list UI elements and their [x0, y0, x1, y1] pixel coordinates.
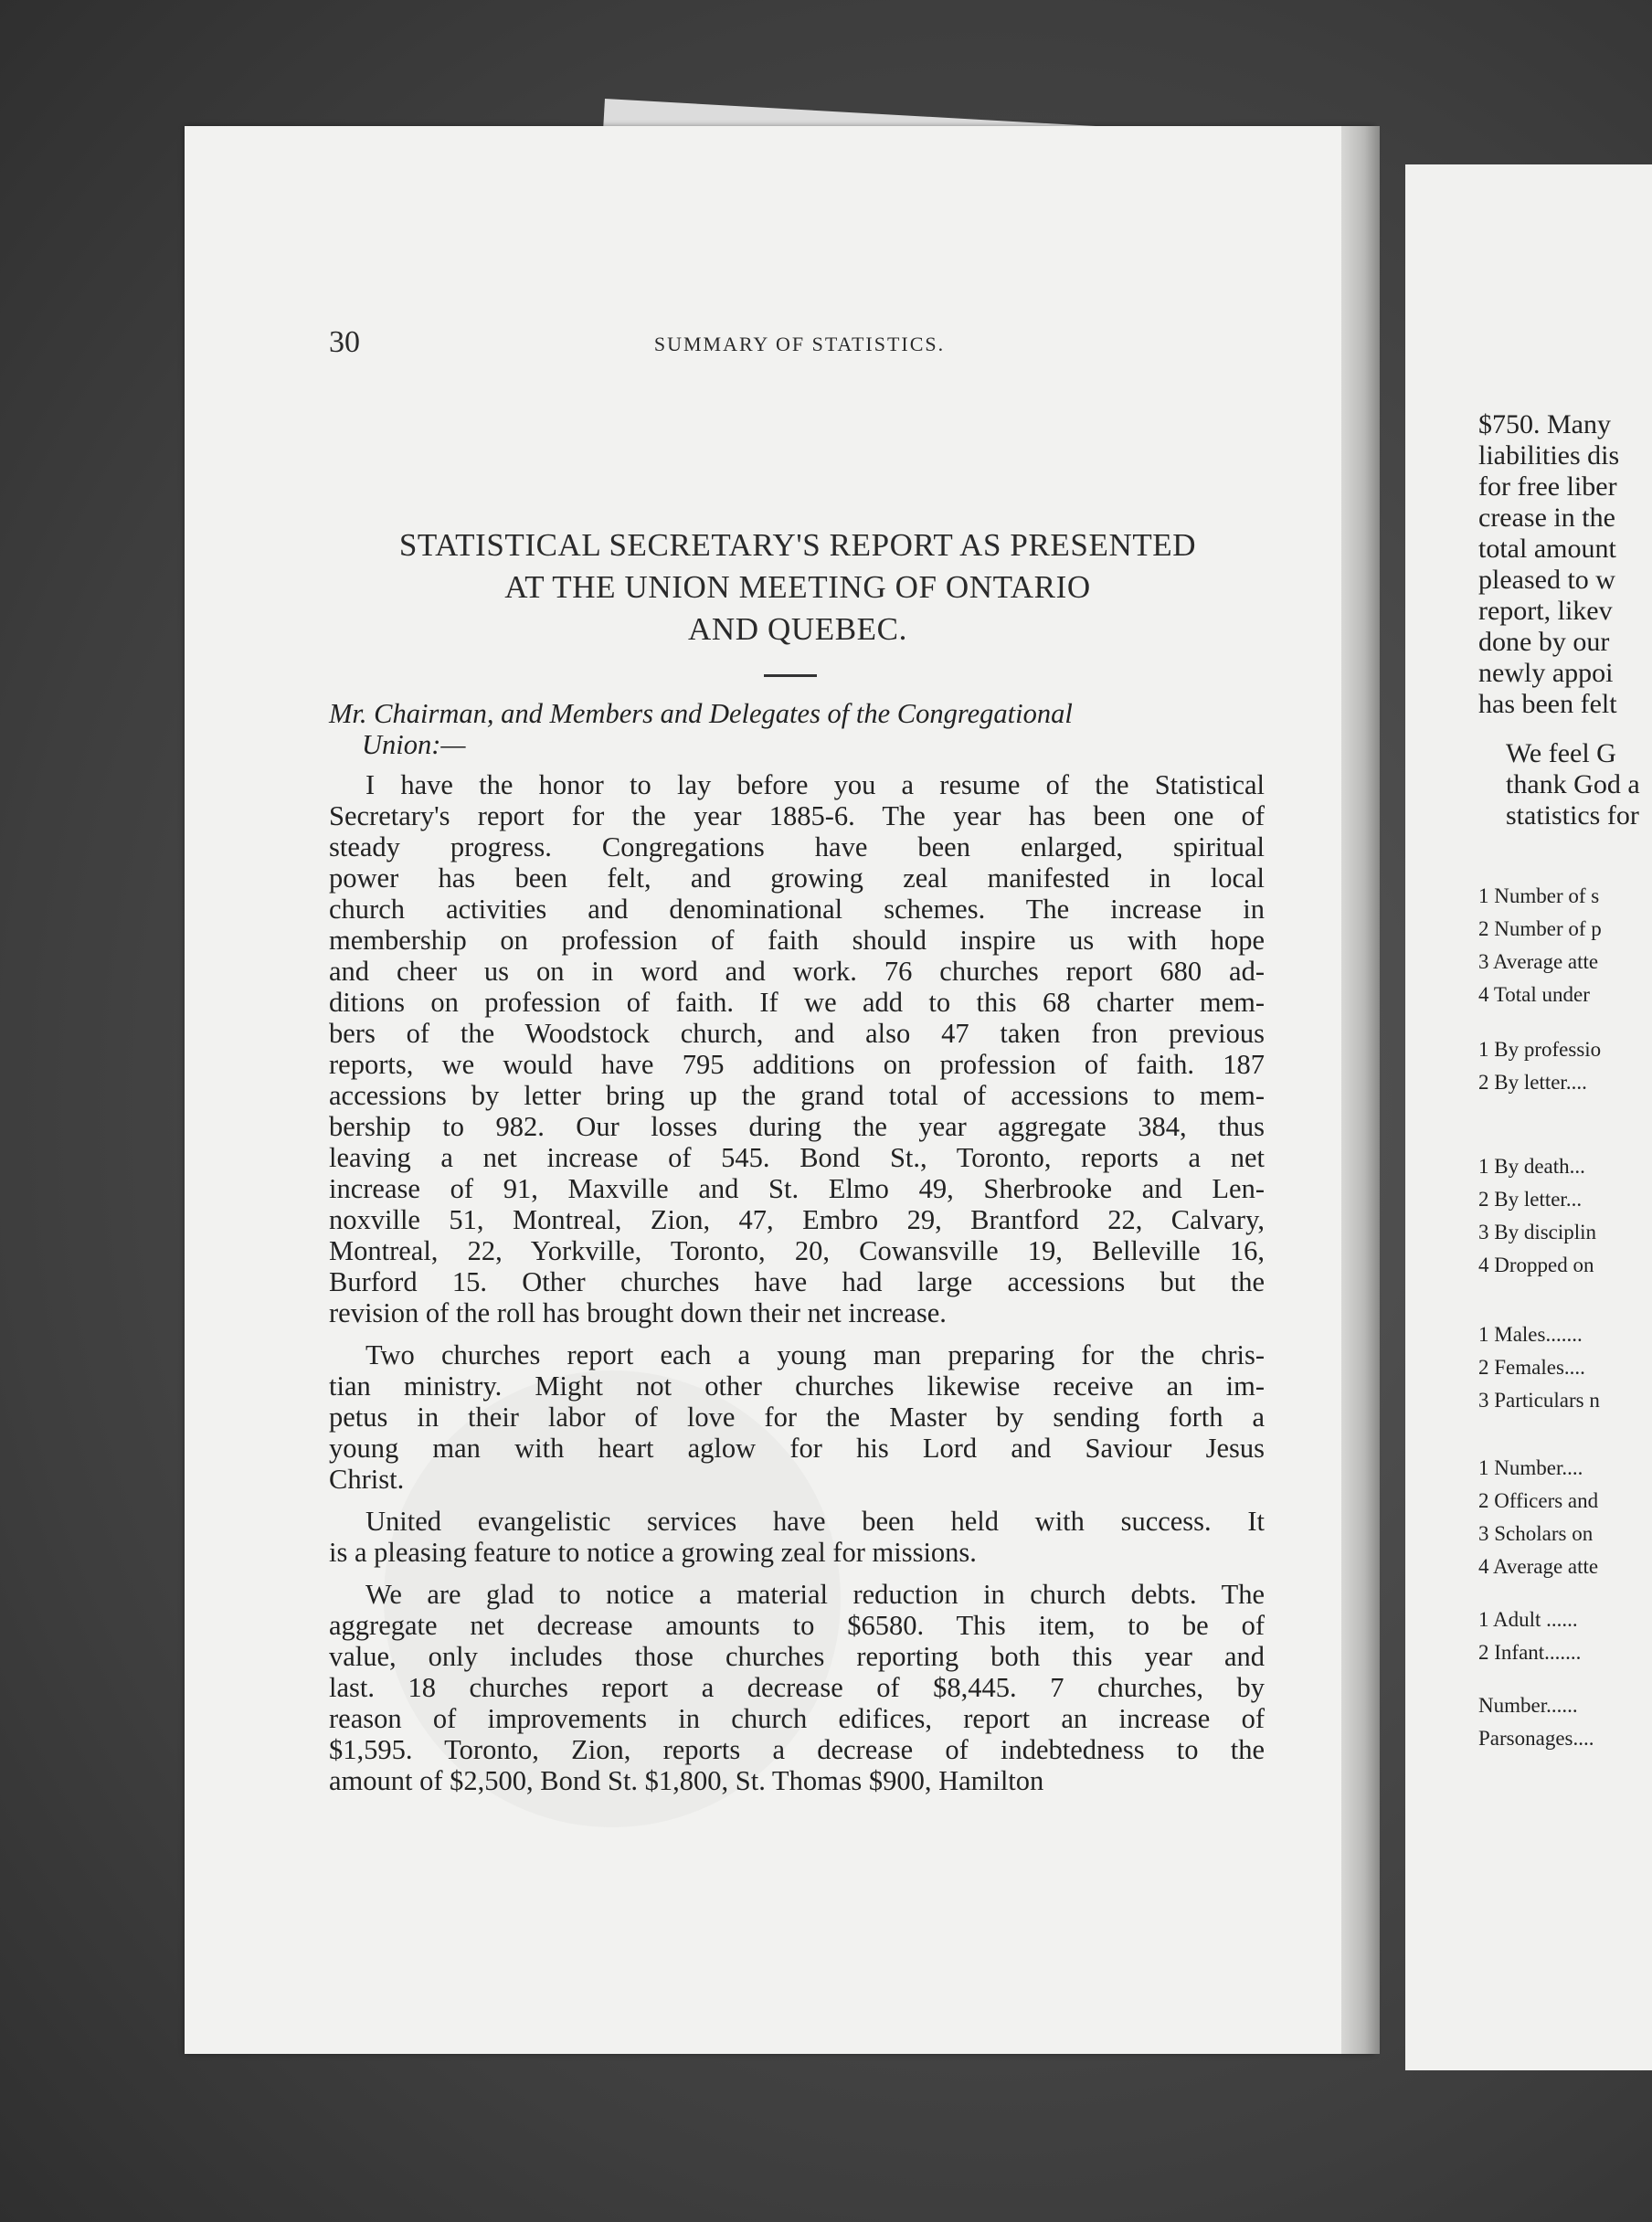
report-body — [329, 698, 1265, 1807]
salutation — [329, 698, 1265, 760]
text-line: Montreal, 22, Yorkville, Toronto, 20, Cowansville 19, Belleville 16, — [329, 1235, 1265, 1266]
list-item: 3 Scholars on — [1478, 1522, 1594, 1545]
text-line: reason of improvements in church edifices, report an increase of — [329, 1703, 1265, 1734]
running-head — [329, 325, 1270, 362]
page-number: 30 — [329, 325, 360, 359]
report-title-line: AND QUEBEC. — [688, 611, 907, 647]
text-line: statistics for — [1506, 800, 1639, 831]
text-line: power has been felt, and growing zeal manifested in local — [329, 862, 1265, 894]
text-line: aggregate net decrease amounts to $6580. This item, to be of — [329, 1610, 1265, 1641]
text-line: revision of the roll has brought down their net increase. — [329, 1297, 947, 1328]
text-line: tian ministry. Might not other churches likewise receive an im- — [329, 1370, 1265, 1402]
text-line: United evangelistic services have been held with success. It — [365, 1506, 1265, 1537]
text-line: $750. Many — [1478, 409, 1611, 439]
title-rule — [764, 674, 817, 677]
text-line: bers of the Woodstock church, and also 47 taken fron previous — [329, 1018, 1265, 1049]
text-line: church activities and denominational schemes. The increase in — [329, 894, 1265, 925]
report-title-line: AT THE UNION MEETING OF ONTARIO — [504, 569, 1091, 605]
text-line: and cheer us on in word and work. 76 churches report 680 ad- — [329, 956, 1265, 987]
list-item: 1 Males....... — [1478, 1323, 1583, 1346]
text-line: We feel G — [1506, 738, 1616, 768]
list-item: 3 By disciplin — [1478, 1221, 1597, 1243]
paragraph-gap — [1478, 720, 1652, 738]
paragraphs — [329, 769, 1265, 1796]
text-line: pleased to w — [1478, 565, 1615, 595]
salutation-line: Union:— — [362, 729, 466, 760]
running-title: SUMMARY OF STATISTICS. — [653, 333, 946, 355]
list-item: 1 By death... — [1478, 1155, 1585, 1178]
text-line: thank God a — [1506, 769, 1640, 799]
text-line: liabilities dis — [1478, 440, 1620, 471]
text-line: done by our — [1478, 627, 1610, 657]
list-item: 2 Number of p — [1478, 917, 1602, 940]
body-paragraph — [329, 1506, 1265, 1568]
text-line: noxville 51, Montreal, Zion, 47, Embro 29, Brantford 22, Calvary, — [329, 1204, 1265, 1235]
salutation-line: Mr. Chairman, and Members and Delegates of the Congregational — [329, 698, 1073, 729]
text-line: Christ. — [329, 1464, 405, 1495]
text-line: for free liber — [1478, 471, 1617, 502]
text-line: petus in their labor of love for the Master by sending forth a — [329, 1402, 1265, 1433]
list-item: 3 Particulars n — [1478, 1389, 1600, 1412]
text-line: report, likev — [1478, 596, 1613, 626]
list-item: 2 By letter.... — [1478, 1071, 1587, 1094]
text-line: crease in the — [1478, 503, 1615, 533]
text-line: Secretary's report for the year 1885-6. The year has been one of — [329, 800, 1265, 831]
list-item: 1 By professio — [1478, 1038, 1602, 1061]
book-gutter — [1341, 126, 1380, 2054]
list-item: 1 Number.... — [1478, 1456, 1583, 1479]
list-item: 4 Dropped on — [1478, 1254, 1594, 1276]
right-page-text — [1478, 409, 1652, 831]
text-line: Two churches report each a young man preparing for the chris- — [365, 1339, 1265, 1370]
text-line: bership to 982. Our losses during the year aggregate 384, thus — [329, 1111, 1265, 1142]
text-line: increase of 91, Maxville and St. Elmo 49, Sherbrooke and Len- — [329, 1173, 1265, 1204]
text-line: accessions by letter bring up the grand total of accessions to mem- — [329, 1080, 1265, 1111]
text-line: We are glad to notice a material reduction in church debts. The — [365, 1579, 1265, 1610]
text-line: $1,595. Toronto, Zion, reports a decrease of indebtedness to the — [329, 1734, 1265, 1765]
text-line: newly appoi — [1478, 658, 1614, 688]
list-item: 1 Number of s — [1478, 884, 1600, 907]
list-item: 2 By letter... — [1478, 1188, 1583, 1211]
text-line: Burford 15. Other churches have had large accessions but the — [329, 1266, 1265, 1297]
list-item: 4 Average atte — [1478, 1555, 1599, 1578]
list-item: 4 Total under — [1478, 983, 1590, 1006]
text-line: reports, we would have 795 additions on profession of faith. 187 — [329, 1049, 1265, 1080]
text-line: ditions on profession of faith. If we add to this 68 charter mem- — [329, 987, 1265, 1018]
right-paragraph — [1478, 738, 1652, 831]
text-line: is a pleasing feature to notice a growing zeal for missions. — [329, 1537, 977, 1568]
text-line: amount of $2,500, Bond St. $1,800, St. Thomas $900, Hamilton — [329, 1765, 1044, 1796]
body-paragraph — [329, 1339, 1265, 1495]
right-paragraph — [1478, 409, 1652, 720]
text-line: has been felt — [1478, 689, 1617, 719]
body-paragraph — [329, 769, 1265, 1328]
text-line: total amount — [1478, 534, 1616, 564]
report-title-line: STATISTICAL SECRETARY'S REPORT AS PRESENTED — [398, 527, 1197, 563]
list-item: 2 Females.... — [1478, 1356, 1585, 1379]
text-line: steady progress. Congregations have been enlarged, spiritual — [329, 831, 1265, 862]
text-line: leaving a net increase of 545. Bond St., Toronto, reports a net — [329, 1142, 1265, 1173]
text-line: last. 18 churches report a decrease of $8,445. 7 churches, by — [329, 1672, 1265, 1703]
text-line: value, only includes those churches reporting both this year and — [329, 1641, 1265, 1672]
body-paragraph — [329, 1579, 1265, 1796]
list-item: 1 Adult ...... — [1478, 1608, 1578, 1631]
list-item: 2 Infant....... — [1478, 1641, 1582, 1664]
list-item: 2 Officers and — [1478, 1489, 1599, 1512]
report-title — [324, 524, 1271, 651]
list-item: 3 Average atte — [1478, 950, 1599, 973]
list-item: Number...... — [1478, 1694, 1578, 1717]
text-line: membership on profession of faith should inspire us with hope — [329, 925, 1265, 956]
text-line: young man with heart aglow for his Lord and Saviour Jesus — [329, 1433, 1265, 1464]
list-item: Parsonages.... — [1478, 1727, 1594, 1750]
text-line: I have the honor to lay before you a resume of the Statistical — [365, 769, 1265, 800]
